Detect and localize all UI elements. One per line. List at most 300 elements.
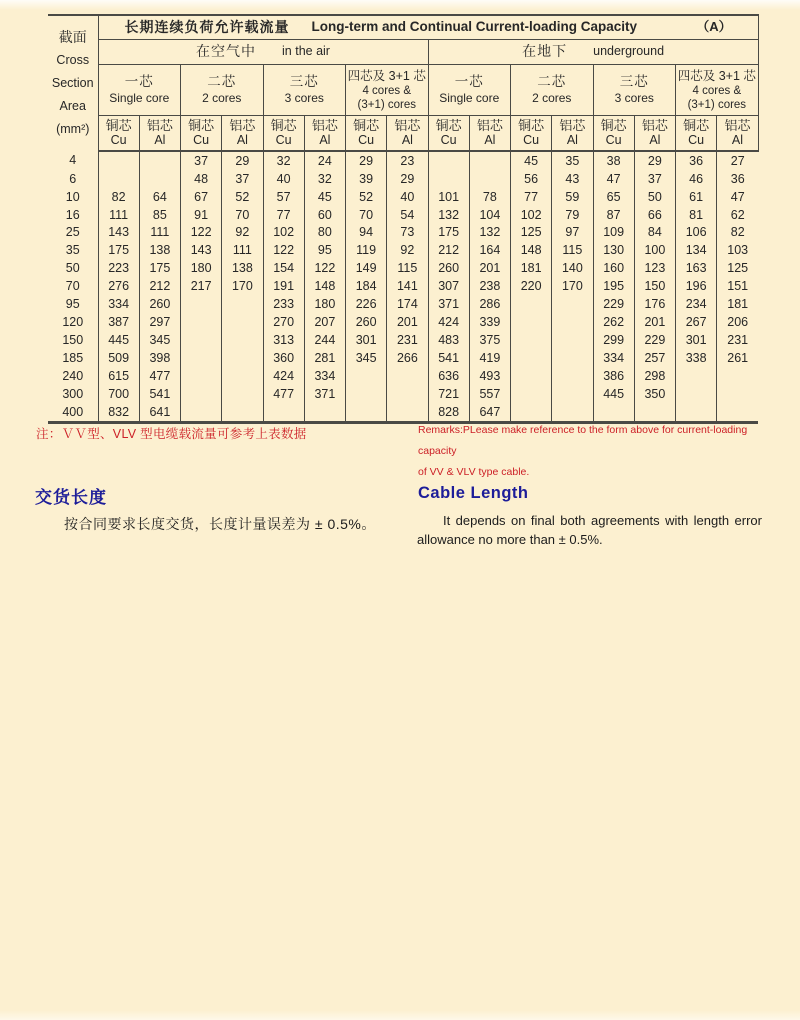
capacity-value: 37	[222, 170, 263, 188]
capacity-value: 270	[263, 313, 304, 331]
conductor-label-en: Cu	[275, 133, 292, 148]
capacity-value: 212	[428, 242, 469, 260]
capacity-value	[346, 367, 387, 385]
conductor-row	[48, 115, 758, 151]
capacity-value: 45	[511, 151, 552, 170]
capacity-value: 238	[469, 277, 510, 295]
cross-section-label-en: Cross	[56, 53, 90, 67]
conductor-label-en: Cu	[523, 133, 540, 148]
table-remark-cn: 注：ＶＶ型、VLV 型电缆载流量可参考上表数据	[36, 427, 307, 441]
conductor-label-en: Cu	[358, 133, 375, 148]
conductor-label-en: Al	[731, 133, 744, 148]
conductor-header-al	[717, 115, 758, 151]
capacity-value: 212	[139, 277, 180, 295]
capacity-value: 143	[181, 242, 222, 260]
capacity-value: 557	[469, 385, 510, 403]
capacity-value: 82	[730, 225, 745, 240]
capacity-value: 109	[593, 224, 634, 242]
cross-section-size: 10	[48, 188, 98, 206]
capacity-value: 371	[304, 385, 345, 403]
capacity-value: 170	[222, 277, 263, 295]
core-group-row	[48, 64, 758, 115]
capacity-value: 201	[469, 260, 510, 278]
capacity-value: 32	[263, 151, 304, 170]
capacity-value: 35	[552, 151, 593, 170]
cross-section-size: 300	[48, 385, 98, 403]
capacity-value: 334	[98, 295, 139, 313]
table-title-en: Long-term and Continual Current-loading Capacity	[311, 19, 638, 35]
conductor-label-en: Al	[649, 133, 661, 148]
capacity-value: 47	[593, 170, 634, 188]
capacity-value: 23	[387, 151, 428, 170]
capacity-value	[222, 313, 263, 331]
group-label-en: (3+1) cores	[357, 98, 416, 111]
capacity-value: 134	[676, 242, 717, 260]
cross-section-size: 150	[48, 331, 98, 349]
env-underground-cn: 在地下	[522, 43, 568, 60]
capacity-value: 150	[634, 277, 675, 295]
capacity-value	[98, 170, 139, 188]
conductor-label-cn: 铜芯	[683, 118, 710, 134]
conductor-label-cn: 铝芯	[724, 118, 751, 134]
capacity-value: 70	[222, 206, 263, 224]
capacity-value: 267	[676, 313, 717, 331]
capacity-value: 60	[304, 206, 345, 224]
group-label-cn: 三芯	[619, 74, 649, 89]
capacity-value: 67	[181, 188, 222, 206]
cross-section-unit: (mm²)	[56, 122, 90, 136]
capacity-value: 138	[222, 260, 263, 278]
capacity-value: 111	[222, 242, 263, 260]
table-row	[48, 224, 758, 242]
capacity-value	[469, 170, 510, 188]
capacity-value: 45	[304, 188, 345, 206]
capacity-value: 102	[511, 206, 552, 224]
table-title-cn: 长期连续负荷允许载流量	[124, 19, 290, 36]
capacity-value	[181, 313, 222, 331]
capacity-value	[387, 385, 428, 403]
capacity-value	[552, 367, 593, 385]
capacity-value: 223	[98, 260, 139, 278]
capacity-value: 276	[98, 277, 139, 295]
group-label-cn: 四芯及 3+1 芯	[347, 68, 426, 83]
conductor-header-cu	[98, 115, 139, 151]
conductor-header-al	[469, 115, 510, 151]
capacity-value: 234	[676, 295, 717, 313]
capacity-value: 181	[727, 297, 749, 312]
env-underground-en: underground	[593, 44, 665, 59]
capacity-value: 56	[511, 170, 552, 188]
capacity-value: 122	[181, 224, 222, 242]
conductor-header-al	[634, 115, 675, 151]
capacity-value	[552, 349, 593, 367]
environment-row	[48, 39, 758, 64]
conductor-label-cn: 铝芯	[394, 118, 421, 134]
capacity-value: 207	[304, 313, 345, 331]
conductor-header-cu	[181, 115, 222, 151]
capacity-value: 87	[593, 206, 634, 224]
capacity-value	[717, 385, 758, 403]
table-row	[48, 331, 758, 349]
capacity-value	[222, 331, 263, 349]
capacity-value: 103	[727, 243, 749, 258]
capacity-value	[222, 403, 263, 422]
capacity-value: 40	[387, 188, 428, 206]
table-row	[48, 260, 758, 278]
capacity-value: 541	[428, 349, 469, 367]
conductor-label-en: Al	[401, 133, 413, 148]
capacity-value: 313	[263, 331, 304, 349]
group-label-en: 4 cores &	[362, 84, 412, 97]
capacity-value: 541	[139, 385, 180, 403]
capacity-value: 299	[593, 331, 634, 349]
capacity-value: 386	[593, 367, 634, 385]
capacity-value	[676, 385, 717, 403]
capacity-value: 387	[98, 313, 139, 331]
capacity-value: 79	[552, 206, 593, 224]
conductor-label-cn: 铜芯	[518, 118, 545, 134]
capacity-value: 92	[222, 224, 263, 242]
capacity-value: 77	[263, 206, 304, 224]
group-underground-3-cores	[593, 64, 676, 115]
conductor-label-cn: 铝芯	[229, 118, 256, 134]
capacity-value: 62	[730, 207, 745, 222]
capacity-value	[181, 385, 222, 403]
group-label-cn: 二芯	[207, 74, 237, 89]
capacity-value: 636	[428, 367, 469, 385]
cross-section-label-cn: 截面	[58, 29, 87, 45]
capacity-value: 281	[304, 349, 345, 367]
group-label-en: 2 cores	[532, 91, 572, 105]
capacity-value: 50	[634, 188, 675, 206]
capacity-value	[511, 385, 552, 403]
capacity-value: 37	[634, 170, 675, 188]
table-row	[48, 170, 758, 188]
capacity-value: 122	[263, 242, 304, 260]
capacity-value: 233	[263, 295, 304, 313]
capacity-value	[511, 349, 552, 367]
conductor-header-cu	[511, 115, 552, 151]
cable-length-title-en: Cable Length	[418, 484, 529, 502]
capacity-value: 111	[98, 206, 139, 224]
conductor-label-cn: 铜芯	[435, 118, 462, 134]
table-row	[48, 277, 758, 295]
cable-length-body-cn: 按合同要求长度交货，长度计量误差为 ± 0.5%。	[64, 516, 376, 532]
group-air-single-core	[98, 64, 181, 115]
cross-section-size: 185	[48, 349, 98, 367]
capacity-value	[181, 295, 222, 313]
conductor-label-cn: 铜芯	[353, 118, 380, 134]
capacity-value: 52	[346, 188, 387, 206]
capacity-value: 260	[346, 313, 387, 331]
capacity-value	[469, 151, 510, 170]
conductor-label-en: Al	[319, 133, 331, 148]
cross-section-size: 400	[48, 403, 98, 422]
table-row	[48, 206, 758, 224]
table-row	[48, 313, 758, 331]
capacity-value: 350	[634, 385, 675, 403]
conductor-label-cn: 铝芯	[146, 118, 173, 134]
capacity-value	[222, 367, 263, 385]
capacity-value: 229	[593, 295, 634, 313]
cross-section-label-en: Section	[51, 76, 94, 90]
group-label-en: 4 cores &	[692, 84, 742, 97]
cross-section-size: 35	[48, 242, 98, 260]
capacity-value: 174	[387, 295, 428, 313]
capacity-value: 65	[593, 188, 634, 206]
capacity-value: 151	[727, 279, 749, 294]
capacity-value: 477	[263, 385, 304, 403]
capacity-value: 181	[511, 260, 552, 278]
capacity-value: 261	[727, 350, 749, 365]
conductor-label-en: Cu	[440, 133, 457, 148]
cross-section-size: 50	[48, 260, 98, 278]
capacity-value: 102	[263, 224, 304, 242]
capacity-value: 73	[387, 224, 428, 242]
conductor-header-cu	[676, 115, 717, 151]
capacity-value	[181, 349, 222, 367]
conductor-label-en: Al	[236, 133, 248, 148]
capacity-value: 334	[593, 349, 634, 367]
cross-section-size: 120	[48, 313, 98, 331]
current-capacity-table	[48, 14, 759, 424]
table-unit-ampere: （A）	[696, 18, 732, 34]
capacity-value: 115	[552, 242, 593, 260]
capacity-value: 140	[552, 260, 593, 278]
capacity-value: 334	[304, 367, 345, 385]
capacity-value: 47	[730, 189, 745, 204]
capacity-value: 81	[676, 206, 717, 224]
capacity-value: 307	[428, 277, 469, 295]
capacity-value	[263, 403, 304, 422]
capacity-value: 424	[428, 313, 469, 331]
capacity-value: 483	[428, 331, 469, 349]
capacity-value	[428, 151, 469, 170]
capacity-value: 163	[676, 260, 717, 278]
cable-length-title-cn: 交货长度	[35, 488, 107, 507]
capacity-value: 95	[304, 242, 345, 260]
capacity-value	[552, 313, 593, 331]
cross-section-size: 95	[48, 295, 98, 313]
capacity-value: 78	[469, 188, 510, 206]
capacity-value: 115	[387, 260, 428, 278]
capacity-value: 180	[181, 260, 222, 278]
capacity-value: 229	[634, 331, 675, 349]
capacity-value: 143	[98, 224, 139, 242]
capacity-value: 260	[139, 295, 180, 313]
capacity-value: 59	[552, 188, 593, 206]
capacity-value: 345	[139, 331, 180, 349]
group-air-4-cores	[346, 64, 429, 115]
cable-length-body-en: It depends on final both agreements with length error allowance no more than ± 0.5%.	[417, 513, 762, 547]
capacity-value: 244	[304, 331, 345, 349]
table-row	[48, 295, 758, 313]
capacity-value: 85	[139, 206, 180, 224]
capacity-value: 191	[263, 277, 304, 295]
conductor-header-al	[552, 115, 593, 151]
capacity-value: 180	[304, 295, 345, 313]
capacity-value: 24	[304, 151, 345, 170]
capacity-value: 77	[511, 188, 552, 206]
capacity-value: 130	[593, 242, 634, 260]
group-label-cn: 一芯	[124, 74, 154, 89]
capacity-value: 195	[593, 277, 634, 295]
capacity-value: 201	[634, 313, 675, 331]
capacity-value	[181, 331, 222, 349]
conductor-label-cn: 铝芯	[311, 118, 338, 134]
capacity-value: 615	[98, 367, 139, 385]
conductor-label-en: Al	[566, 133, 578, 148]
capacity-value: 29	[387, 170, 428, 188]
capacity-value: 260	[428, 260, 469, 278]
capacity-value	[511, 295, 552, 313]
capacity-value: 36	[730, 171, 745, 186]
capacity-value	[511, 331, 552, 349]
group-underground-4-cores	[676, 64, 759, 115]
env-underground-header	[428, 39, 758, 64]
capacity-value: 48	[181, 170, 222, 188]
group-label-en: Single core	[439, 91, 500, 105]
capacity-value: 175	[98, 242, 139, 260]
table-remark-en-line: of VV & VLV type cable.	[418, 466, 530, 478]
cross-section-size: 6	[48, 170, 98, 188]
conductor-header-cu	[428, 115, 469, 151]
conductor-label-cn: 铜芯	[270, 118, 297, 134]
capacity-value: 38	[593, 151, 634, 170]
capacity-value: 375	[469, 331, 510, 349]
capacity-value: 338	[676, 349, 717, 367]
conductor-label-en: Cu	[193, 133, 210, 148]
capacity-value: 445	[98, 331, 139, 349]
capacity-value: 104	[469, 206, 510, 224]
capacity-value	[139, 170, 180, 188]
capacity-value: 61	[676, 188, 717, 206]
capacity-value: 82	[98, 188, 139, 206]
capacity-value: 217	[181, 277, 222, 295]
capacity-value: 170	[552, 277, 593, 295]
capacity-value	[346, 385, 387, 403]
capacity-value: 160	[593, 260, 634, 278]
capacity-value: 91	[181, 206, 222, 224]
capacity-value: 220	[511, 277, 552, 295]
cross-section-size: 16	[48, 206, 98, 224]
capacity-value: 297	[139, 313, 180, 331]
capacity-value: 509	[98, 349, 139, 367]
capacity-value: 266	[387, 349, 428, 367]
env-air-cn: 在空气中	[196, 43, 257, 60]
capacity-value: 493	[469, 367, 510, 385]
table-remark-en	[418, 420, 770, 483]
page-top-edge	[0, 0, 800, 10]
group-underground-single-core	[428, 64, 511, 115]
conductor-header-cu	[263, 115, 304, 151]
conductor-label-en: Cu	[110, 133, 127, 148]
group-underground-2-cores	[511, 64, 594, 115]
capacity-value: 106	[676, 224, 717, 242]
capacity-value: 54	[387, 206, 428, 224]
env-air-header	[98, 39, 428, 64]
capacity-value: 119	[346, 242, 387, 260]
group-air-3-cores	[263, 64, 346, 115]
conductor-header-al	[222, 115, 263, 151]
group-label-cn: 三芯	[289, 74, 319, 89]
capacity-value: 175	[428, 224, 469, 242]
group-air-2-cores	[181, 64, 264, 115]
group-label-cn: 一芯	[454, 74, 484, 89]
conductor-label-en: Al	[484, 133, 496, 148]
capacity-value: 29	[346, 151, 387, 170]
capacity-value: 101	[428, 188, 469, 206]
capacity-value	[181, 403, 222, 422]
capacity-value: 97	[552, 224, 593, 242]
capacity-value	[139, 151, 180, 170]
conductor-label-en: Cu	[688, 133, 705, 148]
cross-section-size: 240	[48, 367, 98, 385]
conductor-label-cn: 铝芯	[476, 118, 503, 134]
capacity-value: 298	[634, 367, 675, 385]
capacity-value: 832	[98, 403, 139, 422]
capacity-value: 36	[676, 151, 717, 170]
capacity-value: 339	[469, 313, 510, 331]
capacity-value: 111	[139, 224, 180, 242]
capacity-value: 92	[387, 242, 428, 260]
group-label-en: 3 cores	[284, 91, 324, 105]
capacity-value	[676, 367, 717, 385]
table-row	[48, 385, 758, 403]
capacity-value: 176	[634, 295, 675, 313]
capacity-value: 196	[676, 277, 717, 295]
capacity-value: 70	[346, 206, 387, 224]
conductor-label-en: Al	[154, 133, 166, 148]
capacity-value: 700	[98, 385, 139, 403]
cross-section-header	[48, 15, 98, 151]
capacity-value	[346, 403, 387, 422]
capacity-value: 37	[181, 151, 222, 170]
capacity-value: 828	[428, 403, 469, 422]
capacity-value: 52	[222, 188, 263, 206]
capacity-value: 201	[387, 313, 428, 331]
capacity-value: 477	[139, 367, 180, 385]
capacity-value	[552, 331, 593, 349]
conductor-label-cn: 铜芯	[188, 118, 215, 134]
capacity-value: 57	[263, 188, 304, 206]
capacity-value: 231	[387, 331, 428, 349]
group-label-cn: 二芯	[537, 74, 567, 89]
capacity-value: 43	[552, 170, 593, 188]
capacity-value: 721	[428, 385, 469, 403]
capacity-value: 419	[469, 349, 510, 367]
conductor-label-cn: 铝芯	[641, 118, 668, 134]
conductor-header-cu	[593, 115, 634, 151]
cross-section-size: 70	[48, 277, 98, 295]
capacity-value	[717, 367, 758, 385]
capacity-value: 398	[139, 349, 180, 367]
table-row	[48, 151, 758, 170]
capacity-value: 445	[593, 385, 634, 403]
capacity-value: 206	[727, 315, 749, 330]
capacity-value: 141	[387, 277, 428, 295]
capacity-value: 345	[346, 349, 387, 367]
conductor-header-al	[139, 115, 180, 151]
capacity-value	[222, 349, 263, 367]
capacity-value: 123	[634, 260, 675, 278]
capacity-value: 138	[139, 242, 180, 260]
capacity-value: 286	[469, 295, 510, 313]
capacity-value	[428, 170, 469, 188]
capacity-value: 641	[139, 403, 180, 422]
table-row	[48, 349, 758, 367]
capacity-value: 40	[263, 170, 304, 188]
